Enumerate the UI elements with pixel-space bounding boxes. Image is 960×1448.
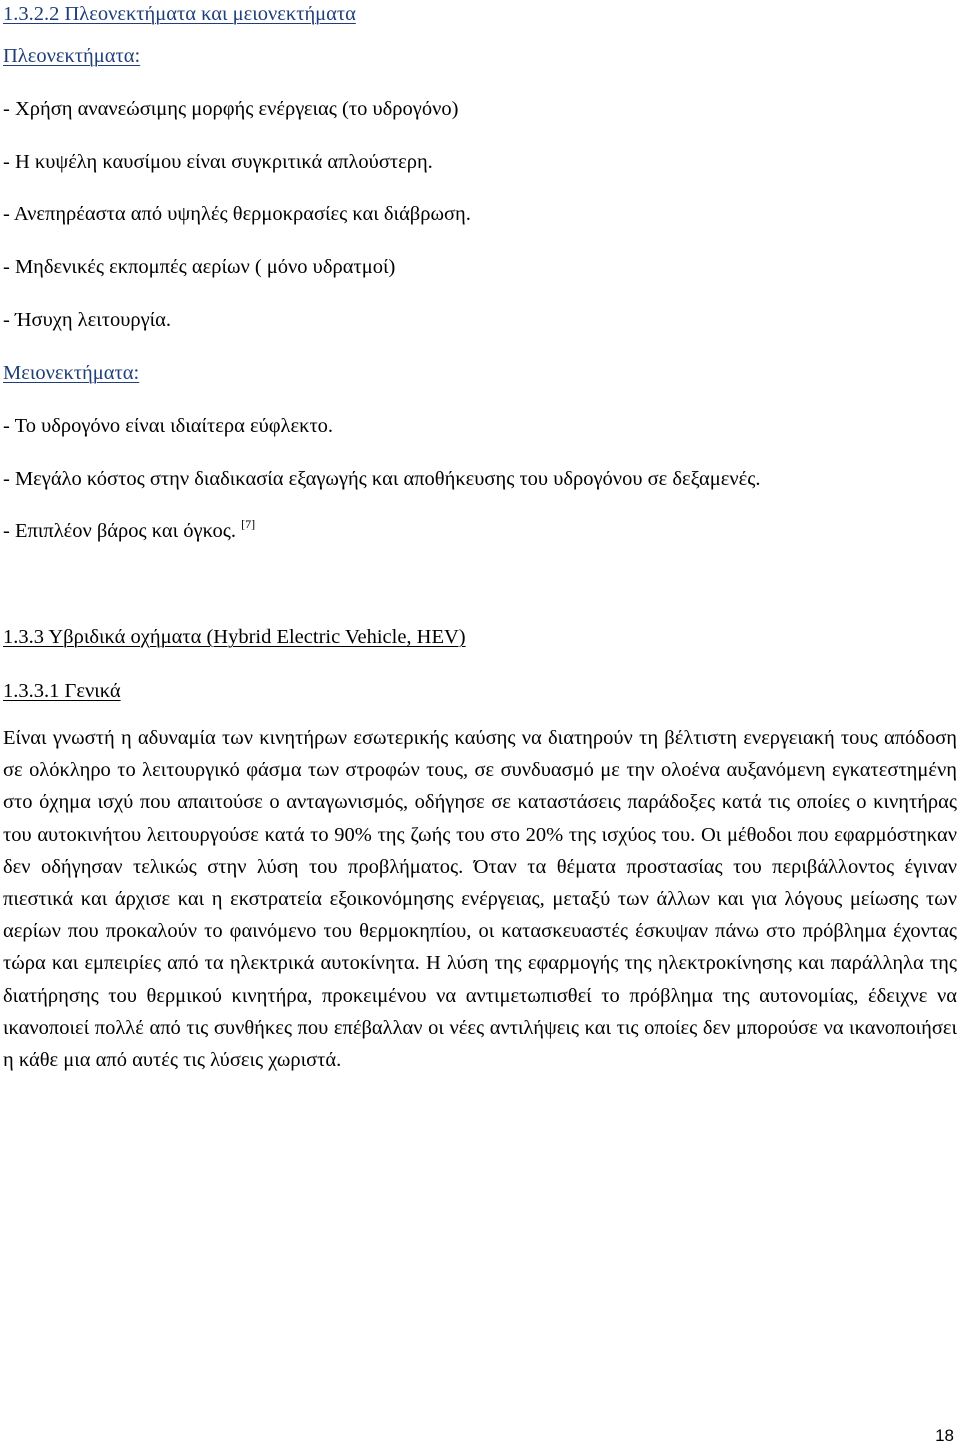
- disadvantage-text: - Επιπλέον βάρος και όγκος.: [3, 520, 236, 542]
- section-heading-hybrid: 1.3.3 Υβριδικά οχήματα (Hybrid Electric Vehicle, HEV): [3, 626, 466, 648]
- page-number: 18: [935, 1426, 954, 1445]
- advantage-item: - Ανεπηρέαστα από υψηλές θερμοκρασίες και διάβρωση.: [3, 203, 471, 225]
- advantage-item: - Χρήση ανανεώσιμης μορφής ενέργειας (το υδρογόνο): [3, 98, 459, 120]
- citation: [7]: [241, 517, 256, 531]
- advantage-item: - Η κυψέλη καυσίμου είναι συγκριτικά απλούστερη.: [3, 151, 433, 173]
- advantage-item: - Ήσυχη λειτουργία.: [3, 309, 172, 331]
- body-paragraph: Είναι γνωστή η αδυναμία των κινητήρων εσωτερικής καύσης να διατηρούν τη βέλτιστη ενεργειακή τους απόδοση σε ολόκληρο το λειτουργικό φάσμα των στροφών τους, σε συνδυασμό με την ολοένα αυξανόμενη εγκατεστημένη στο όχημα ισχύ που απαιτούσε ο ανταγωνισμός, οδήγησε σε καταστάσεις παράδοξες κατά τις οποίες ο κινητήρας του αυτοκινήτου λειτουργούσε κατά το 90% της ζωής του στο 20% της ισχύος του. Οι μέθοδοι που εφαρμόστηκαν δεν οδήγησαν τελικώς στην λύση του προβλήματος. Όταν τα θέματα προστασίας του περιβάλλοντος έγιναν πιεστικά και άρχισε και η εκστρατεία εξοικονόμησης ενέργειας, μεταξύ των άλλων και για λόγους μείωσης των αερίων που προκαλούν το φαινόμενο του θερμοκηπίου, οι κατασκευαστές έσκυψαν πάνω στο πρόβλημα έχοντας τώρα και εμπειρίες από τα ηλεκτρικά αυτοκίνητα. Η λύση της εφαρμογής της ηλεκτροκίνησης και παράλληλα της διατήρησης του θερμικού κινητήρα, προκειμένου να αντιμετωπισθεί το πρόβλημα της αυτονομίας, έδειχνε να ικανοποιεί πολλέ από τις συνθήκες που επέβαλλαν οι νέες αντιλήψεις και τις οποίες δεν μπορούσε να ικανοποιήσει η κάθε μια από αυτές τις λύσεις χωριστά.: [3, 727, 957, 1072]
- disadvantage-item-last: [3, 519, 255, 543]
- advantages-label: Πλεονεκτήματα:: [3, 45, 141, 67]
- advantage-item: - Μηδενικές εκπομπές αερίων ( μόνο υδρατμοί): [3, 256, 396, 278]
- disadvantage-item: - Μεγάλο κόστος στην διαδικασία εξαγωγής και αποθήκευσης του υδρογόνου σε δεξαμενές.: [3, 468, 761, 490]
- disadvantages-label: Μειονεκτήματα:: [3, 362, 140, 384]
- subsection-heading-general: 1.3.3.1 Γενικά: [3, 680, 121, 702]
- section-heading-advantages: 1.3.2.2 Πλεονεκτήματα και μειονεκτήματα: [3, 3, 356, 25]
- disadvantage-item: - Το υδρογόνο είναι ιδιαίτερα εύφλεκτο.: [3, 415, 334, 437]
